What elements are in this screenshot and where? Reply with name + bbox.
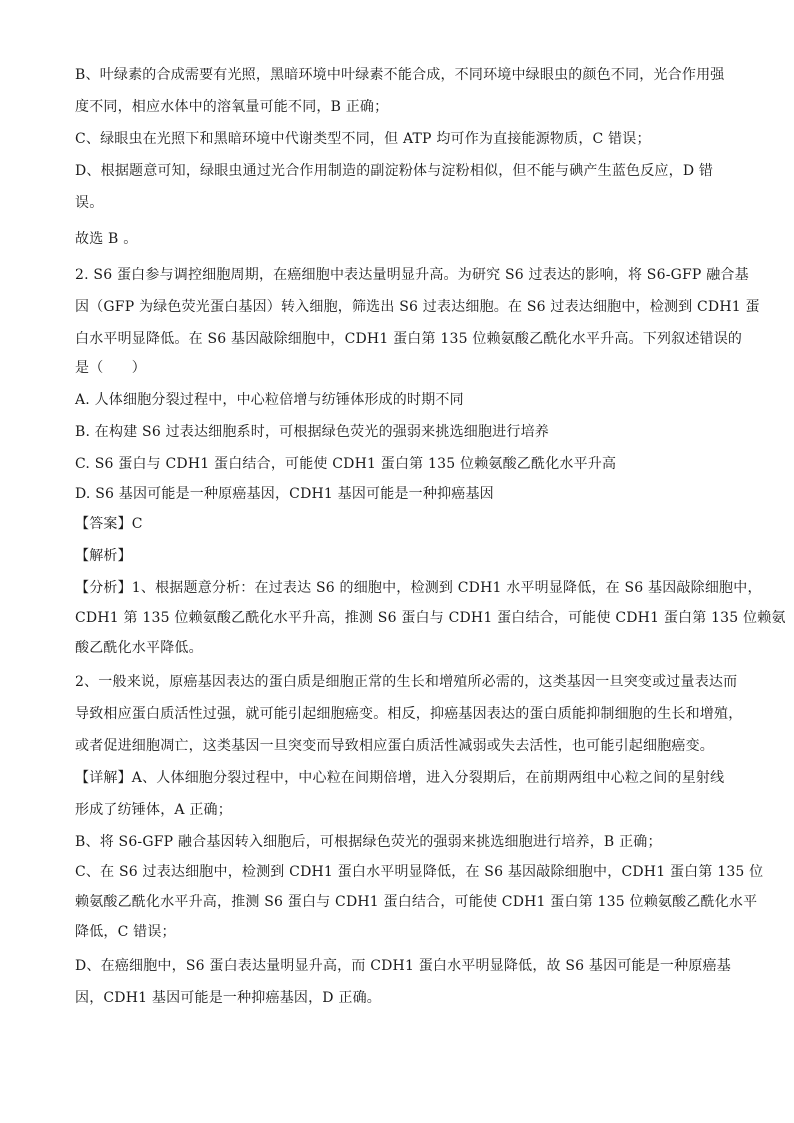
text-line: D、根据题意可知，绿眼虫通过光合作用制造的副淀粉体与淀粉相似，但不能与碘产生蓝色反应，D 错 [75, 163, 714, 179]
text-line: D、在癌细胞中，S6 蛋白表达量明显升高，而 CDH1 蛋白水平明显降低，故 S6 基因可能是一种原癌基 [75, 958, 731, 974]
question-line: 白水平明显降低。在 S6 基因敲除细胞中，CDH1 蛋白第 135 位赖氨酸乙酰化水平升高。下列叙述错误的 [75, 331, 743, 347]
text-line: CDH1 第 135 位赖氨酸乙酰化水平升高，推测 S6 蛋白与 CDH1 蛋白结合，可能使 CDH1 蛋白第 135 位赖氨 [75, 610, 786, 626]
text-line: C、在 S6 过表达细胞中，检测到 CDH1 蛋白水平明显降低，在 S6 基因敲除细胞中，CDH1 蛋白第 135 位 [75, 864, 764, 880]
text-line: 降低，C 错误； [75, 924, 176, 940]
text-line: 赖氨酸乙酰化水平升高，推测 S6 蛋白与 CDH1 蛋白结合，可能使 CDH1 蛋白第 135 位赖氨酸乙酰化水平 [75, 894, 758, 910]
question-line: 是（ ） [75, 360, 146, 376]
text-line: 【详解】A、人体细胞分裂过程中，中心粒在间期倍增，进入分裂期后，在前期两组中心粒之间的星射线 [75, 770, 725, 786]
text-line: B、叶绿素的合成需要有光照，黑暗环境中叶绿素不能合成，不同环境中绿眼虫的颜色不同，光合作用强 [75, 67, 725, 83]
text-line: 形成了纺锤体，A 正确； [75, 802, 232, 818]
answer-line: 【答案】C [75, 516, 143, 532]
text-line: 酸乙酰化水平降低。 [75, 640, 203, 656]
option-b: B. 在构建 S6 过表达细胞系时，可根据绿色荧光的强弱来挑选细胞进行培养 [75, 424, 549, 440]
text-line: 导致相应蛋白质活性过强，就可能引起细胞癌变。相反，抑癌基因表达的蛋白质能抑制细胞的生长和增殖， [75, 706, 743, 722]
analysis-heading: 【解析】 [75, 548, 132, 564]
option-c: C. S6 蛋白与 CDH1 蛋白结合，可能使 CDH1 蛋白第 135 位赖氨酸乙酰化水平升高 [75, 456, 617, 472]
text-line: 或者促进细胞凋亡，这类基因一旦突变而导致相应蛋白质活性减弱或失去活性，也可能引起细胞癌变。 [75, 738, 714, 754]
option-d: D. S6 基因可能是一种原癌基因，CDH1 基因可能是一种抑癌基因 [75, 486, 494, 502]
text-line: 2、一般来说，原癌基因表达的蛋白质是细胞正常的生长和增殖所必需的，这类基因一旦突变或过量表达而 [75, 674, 738, 690]
question-line: 2. S6 蛋白参与调控细胞周期，在癌细胞中表达量明显升高。为研究 S6 过表达的影响，将 S6-GFP 融合基 [75, 267, 749, 283]
text-line: B、将 S6-GFP 融合基因转入细胞后，可根据绿色荧光的强弱来挑选细胞进行培养，B 正确； [75, 834, 662, 850]
text-line: 故选 B 。 [75, 231, 138, 247]
text-line: 度不同，相应水体中的溶氧量可能不同，B 正确； [75, 99, 389, 115]
text-line: 【分析】1、根据题意分析：在过表达 S6 的细胞中，检测到 CDH1 水平明显降低，在 S6 基因敲除细胞中， [75, 580, 762, 596]
text-line: 误。 [75, 195, 104, 211]
text-line: C、绿眼虫在光照下和黑暗环境中代谢类型不同，但 ATP 均可作为直接能源物质，C 错误； [75, 131, 651, 147]
text-line: 因，CDH1 基因可能是一种抑癌基因，D 正确。 [75, 990, 381, 1006]
question-line: 因（GFP 为绿色荧光蛋白基因）转入细胞，筛选出 S6 过表达细胞。在 S6 过表达细胞中，检测到 CDH1 蛋 [75, 299, 760, 315]
option-a: A. 人体细胞分裂过程中，中心粒倍增与纺锤体形成的时期不同 [75, 392, 464, 408]
